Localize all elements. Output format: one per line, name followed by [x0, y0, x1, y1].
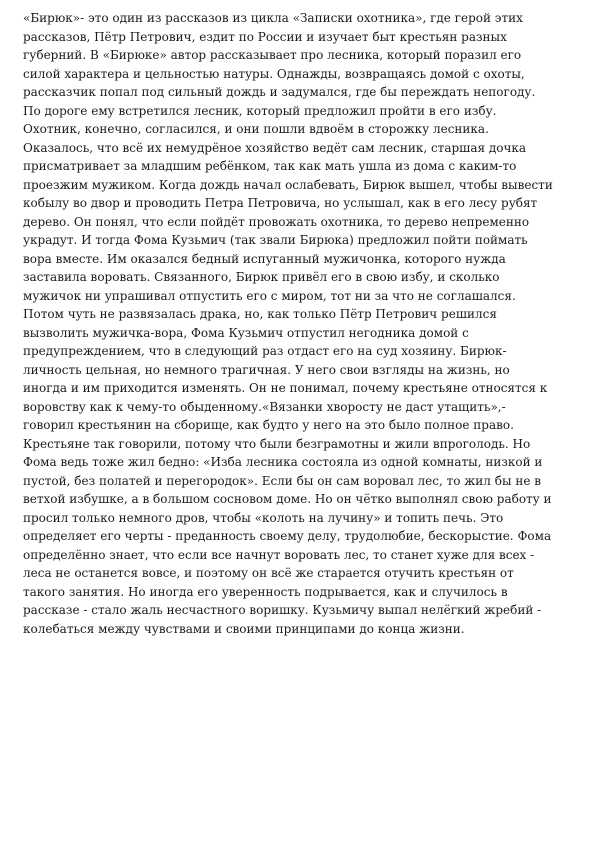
text-line: такого занятия. Но иногда его уверенность подрывается, как и случилось в: [23, 584, 508, 599]
text-line: Оказалось, что всё их немудрёное хозяйство ведёт сам лесник, старшая дочка: [23, 140, 527, 155]
text-line: губерний. В «Бирюке» автор рассказывает про лесника, который поразил его: [23, 48, 522, 62]
text-line: Потом чуть не развязалась драка, но, как только Пётр Петрович решился: [23, 307, 497, 321]
text-line: воровству как к чему-то обыденному.«Вязанки хворосту не даст утащить»,-: [23, 399, 506, 414]
text-line: По дороге ему встретился лесник, который предложил пройти в его избу.: [23, 103, 497, 118]
text-line: украдут. И тогда Фома Кузьмич (так звали Бирюка) предложил пойти поймать: [23, 233, 528, 247]
text-line: дерево. Он понял, что если пойдёт провожать охотника, то дерево непременно: [23, 214, 530, 229]
text-line: силой характера и цельностью натуры. Однажды, возвращаясь домой с охоты,: [23, 66, 525, 81]
text-line: «Бирюк»- это один из рассказов из цикла «Записки охотника», где герой этих: [23, 11, 523, 25]
text-line: говорил крестьянин на сборище, как будто у него на это было полное право.: [23, 418, 514, 432]
text-line: Охотник, конечно, согласился, и они пошли вдвоём в сторожку лесника.: [23, 122, 489, 136]
text-line: вора вместе. Им оказался бедный испуганный мужичонка, которого нужда: [23, 251, 506, 266]
text-line: пустой, без полатей и перегородок». Если бы он сам воровал лес, то жил бы не в: [23, 473, 541, 488]
text-line: мужичок ни упрашивал отпустить его с миром, тот ни за что не соглашался.: [23, 288, 516, 303]
text-line: заставила воровать. Связанного, Бирюк привёл его в свою избу, и сколько: [23, 270, 500, 284]
text-line: определяет его черты - преданность своему делу, трудолюбие, бескорыстие. Фома: [23, 529, 552, 543]
text-line: ветхой избушке, а в большом сосновом доме. Но он чётко выполнял свою работу и: [23, 492, 552, 506]
text-line: вызволить мужичка-вора, Фома Кузьмич отпустил негодника домой с: [23, 325, 469, 340]
text-line: рассказе - стало жаль несчастного воришку. Кузьмичу выпал нелёгкий жребий -: [23, 603, 542, 617]
text-line: проезжим мужиком. Когда дождь начал ослабевать, Бирюк вышел, чтобы вывести: [23, 177, 553, 192]
text-line: просил только немного дров, чтобы «колоть на лучину» и топить печь. Это: [23, 510, 504, 525]
text-line: личность цельная, но немного трагичная. У него свои взгляды на жизнь, но: [23, 362, 510, 377]
text-line: присматривает за младшим ребёнком, так как мать ушла из дома с каким-то: [23, 159, 517, 173]
text-line: колебаться между чувствами и своими принципами до конца жизни.: [23, 621, 465, 636]
text-line: иногда и им приходится изменять. Он не понимал, почему крестьяне относятся к: [23, 381, 548, 395]
text-line: кобылу во двор и проводить Петра Петровича, но услышал, как в его лесу рубят: [23, 196, 538, 210]
text-line: Крестьяне так говорили, потому что были безграмотны и жили впроголодь. Но: [23, 436, 531, 451]
text-line: предупреждением, что в следующий раз отдаст его на суд хозяину. Бирюк-: [23, 344, 507, 358]
text-line: рассказчик попал под сильный дождь и задумался, где бы переждать непогоду.: [23, 85, 536, 99]
text-line: леса не останется вовсе, и поэтому он всё же старается отучить крестьян от: [23, 566, 514, 580]
text-line: рассказов, Пётр Петрович, ездит по России и изучает быт крестьян разных: [23, 29, 507, 44]
text-line: определённо знает, что если все начнут воровать лес, то станет хуже для всех -: [23, 547, 535, 562]
text-line: Фома ведь тоже жил бедно: «Изба лесника состояла из одной комнаты, низкой и: [23, 455, 543, 469]
essay-text: [23, 9, 583, 638]
